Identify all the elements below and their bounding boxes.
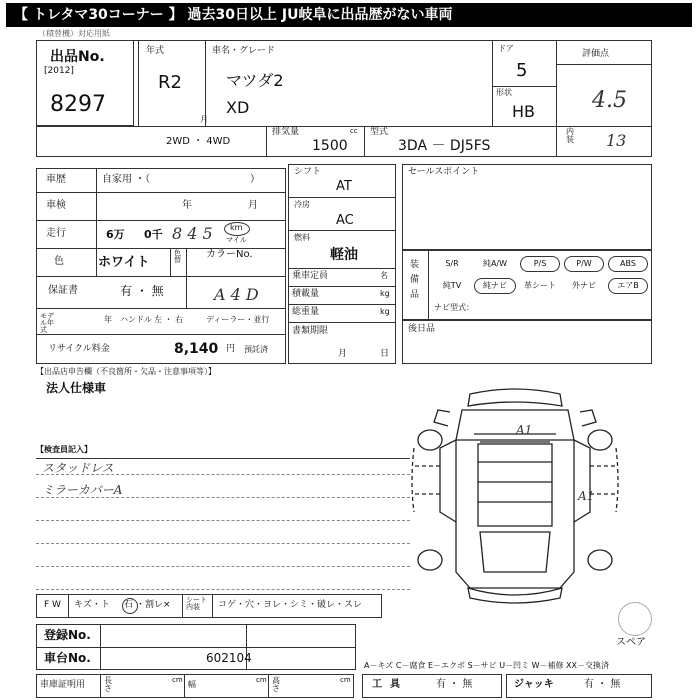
cert-height-unit: cm xyxy=(340,676,351,684)
equip-pw: P/W xyxy=(564,256,604,272)
fuel-label: 燃料 xyxy=(294,233,310,242)
doors-value: 5 xyxy=(516,60,528,81)
doc-month: 月 xyxy=(338,349,348,359)
shaken-year: 年 xyxy=(182,200,192,211)
shaken-label: 車検 xyxy=(46,200,66,211)
spare-label: スペア xyxy=(616,637,646,648)
shift-label: シフト xyxy=(294,167,322,177)
car-grade: XD xyxy=(226,98,250,117)
cooling-label: 冷房 xyxy=(294,200,310,209)
score-value: 4.5 xyxy=(592,88,627,113)
registration-label: 登録No. xyxy=(44,628,91,642)
banner-text: 【 トレタマ30コーナー 】 過去30日以上 JU岐阜に出品歴がない車両 xyxy=(14,7,453,23)
shape-label: 形状 xyxy=(496,88,512,97)
capacity-unit: 名 xyxy=(380,271,388,280)
spare-tire-icon xyxy=(618,602,652,636)
dealer-label: ディーラー・並行 xyxy=(206,315,270,324)
inspector-note-1: スタッドレス xyxy=(42,461,114,475)
color-label: 色 xyxy=(54,256,64,267)
doors-label: ドア xyxy=(498,44,514,53)
diagram-mark-top: A1 xyxy=(516,423,533,437)
shape-value: HB xyxy=(512,102,536,121)
chassis-value: 602104 xyxy=(206,651,252,665)
score-label: 評価点 xyxy=(582,49,610,59)
cert-width: 幅 xyxy=(188,680,196,689)
cert-width-unit: cm xyxy=(256,676,267,684)
color-change: 色替 xyxy=(174,249,181,264)
gross-label: 総重量 xyxy=(292,307,320,317)
mileage-man: 6万 xyxy=(106,228,125,241)
year-badge: [2012] xyxy=(44,66,74,76)
fuel-value: 軽油 xyxy=(330,247,358,263)
warranty-value: 有 ・ 無 xyxy=(120,284,164,298)
drive-value: 2WD ・ 4WD xyxy=(166,136,231,147)
damage-fw: F W xyxy=(44,600,61,610)
inspector-label: 【検査員記入】 xyxy=(36,445,92,454)
sales-point-label: セールスポイント xyxy=(408,167,480,177)
model-value: 3DA － DJ5FS xyxy=(398,138,491,154)
mileage-label: 走行 xyxy=(46,228,66,239)
damage-ishi: 石 xyxy=(124,600,134,610)
mileage-zero: 0千 xyxy=(144,228,163,241)
handle-label: ハンドル xyxy=(120,315,152,324)
handle-value: 左 ・ 右 xyxy=(154,315,184,324)
doc-label: 書類期限 xyxy=(292,326,329,336)
load-label: 積載量 xyxy=(292,289,320,299)
mileage-unit-mile: マイル xyxy=(226,236,247,244)
history-value: 自家用 ・（ xyxy=(102,174,151,185)
jack-label: ジャッキ xyxy=(514,679,554,690)
color-no-label: カラーNo. xyxy=(206,249,253,260)
gross-unit: kg xyxy=(380,307,390,316)
equip-sr: S/R xyxy=(445,259,459,268)
warranty-label: 保証書 xyxy=(48,285,78,296)
equip-abs: ABS xyxy=(608,256,648,272)
equip-ps: P/S xyxy=(520,256,560,272)
name-label: 車名・グレード xyxy=(212,46,276,56)
recycle-note: 預託済 xyxy=(244,345,268,354)
interior-label: 内装 xyxy=(566,127,574,144)
equip-aw: 純A/W xyxy=(482,259,508,268)
model-year-label: モデル年式 xyxy=(40,312,54,334)
displacement-label: 排気量 xyxy=(272,127,300,137)
damage-rest: コゲ・穴・ヨレ・シミ・破レ・スレ xyxy=(218,600,363,610)
mileage-unit-km: km xyxy=(230,223,243,232)
cert-length-unit: cm xyxy=(172,676,183,684)
cert-label: 車庫証明用 xyxy=(40,680,86,690)
recycle-unit: 円 xyxy=(226,344,236,354)
notes-label: 【出品店申告欄（不良箇所・欠品・注意事項等）】 xyxy=(36,367,216,376)
month-unit: 月 xyxy=(200,115,208,124)
aftermarket-label: 後日品 xyxy=(408,324,436,334)
tools-value: 有 ・ 無 xyxy=(436,679,473,690)
model-label: 型式 xyxy=(370,127,389,137)
shaken-month: 月 xyxy=(248,200,258,211)
displacement-unit: cc xyxy=(350,127,358,135)
hand-note: A 4 D xyxy=(214,285,259,304)
year-value: R2 xyxy=(158,72,182,93)
aftermarket-box xyxy=(402,320,652,364)
recycle-amount: 8,140 xyxy=(174,341,219,357)
jack-value: 有 ・ 無 xyxy=(584,679,621,690)
damage-ware: ・割レ× xyxy=(136,600,171,610)
damage-seat-label: シート内装 xyxy=(186,596,207,611)
equip-leather: 革シート xyxy=(524,281,556,290)
equip-ext-navi: 外ナビ xyxy=(572,281,596,290)
lot-label: 出品No. xyxy=(50,49,105,65)
shift-value: AT xyxy=(336,179,352,194)
equip-navi: 純ナビ xyxy=(474,278,516,294)
displacement-value: 1500 xyxy=(312,138,348,154)
history-label: 車歴 xyxy=(46,174,66,185)
cert-height: 高さ xyxy=(272,676,280,693)
capacity-label: 乗車定員 xyxy=(292,271,329,281)
diagram-mark-side: A1 xyxy=(578,489,595,503)
notes-value: 法人仕様車 xyxy=(46,381,107,395)
equip-tv: 純TV xyxy=(442,281,462,290)
interior-value: 13 xyxy=(606,131,627,150)
history-close: ） xyxy=(250,174,260,185)
doc-day: 日 xyxy=(380,349,390,359)
cooling-value: AC xyxy=(336,213,354,228)
tools-label: 工具 xyxy=(372,679,408,690)
damage-legend: A－キズ C－腐食 E－エクボ S－サビ U－凹ミ W－補修 XX－交換済 xyxy=(364,661,610,670)
model-year-unit: 年 xyxy=(104,315,112,324)
year-label: 年式 xyxy=(146,46,165,56)
inspector-note-2: ミラーカバーA xyxy=(42,483,123,497)
lot-number: 8297 xyxy=(50,92,106,117)
sub-banner: （積替機）対応用紙 xyxy=(38,29,110,38)
mileage-hand: 8 4 5 xyxy=(172,224,213,243)
equipment-label: 装備品 xyxy=(410,260,420,300)
equip-airbag: エアB xyxy=(608,278,648,294)
car-name: マツダ2 xyxy=(226,71,284,90)
navi-model-label: ナビ型式： xyxy=(434,303,474,312)
recycle-label: リサイクル料金 xyxy=(48,344,110,354)
load-unit: kg xyxy=(380,289,390,298)
chassis-label: 車台No. xyxy=(44,651,91,665)
damage-kizu: キズ・ト xyxy=(74,600,110,610)
color-value: ホワイト xyxy=(98,255,150,270)
cert-length: 長さ xyxy=(104,676,112,693)
